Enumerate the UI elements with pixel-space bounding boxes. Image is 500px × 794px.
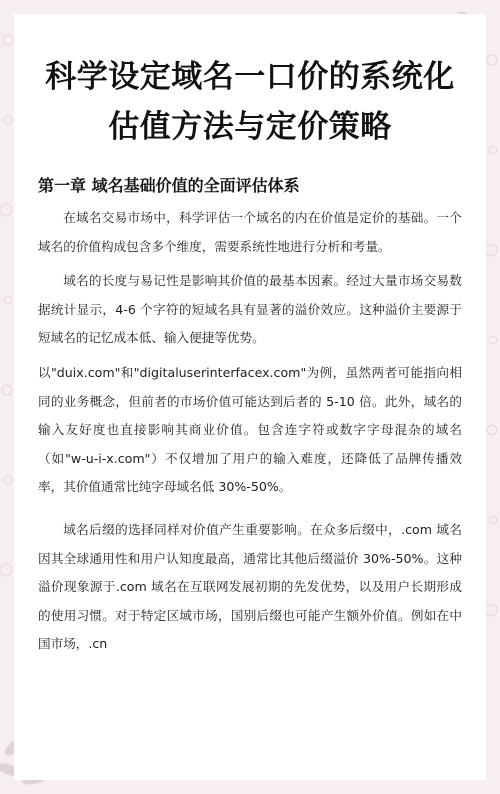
paragraph-length: 域名的长度与易记性是影响其价值的最基本因素。经过大量市场交易数据统计显示，4-6 个字符的短域名具有显著的溢价效应。这种溢价主要源于短域名的记忆成本低、输入便捷等优势。 <box>38 273 462 346</box>
paragraph-suffix: 域名后缀的选择同样对价值产生重要影响。在众多后缀中，.com 域名因其全球通用性和用户认知度最高，通常比其他后缀溢价 30%-50%。这种溢价现象源于.com 域名在互联网发展初期的先发优势，以及用户长期形成的使用习惯。对于特定区域市场，国别后缀也可能产生额外价值。例如在中国市场，.cn <box>38 521 462 652</box>
paragraph-example: 以"duix.com"和"digitaluserinterfacex.com"为例，虽然两者可能指向相同的业务概念，但前者的市场价值可能达到后者的 5-10 倍。此外，域名的输入友好度也直接影响其商业价值。包含连字符或数字字母混杂的域名（如"w-u-i-x.com"）不仅增加了用户的输入难度，还降低了品牌传播效率，其价值通常比纯字母域名低 30%-50%。 <box>38 364 462 495</box>
title-line-2: 估值方法与定价策略 <box>108 109 392 145</box>
document-page <box>14 14 486 780</box>
paragraph-intro: 在域名交易市场中，科学评估一个域名的内在价值是定价的基础。一个域名的价值构成包含多个维度，需要系统性地进行分析和考量。 <box>38 210 462 254</box>
chapter-heading: 第一章 域名基础价值的全面评估体系 <box>38 176 300 195</box>
title-line-1: 科学设定域名一口价的系统化 <box>45 59 455 95</box>
document-title <box>38 52 462 152</box>
